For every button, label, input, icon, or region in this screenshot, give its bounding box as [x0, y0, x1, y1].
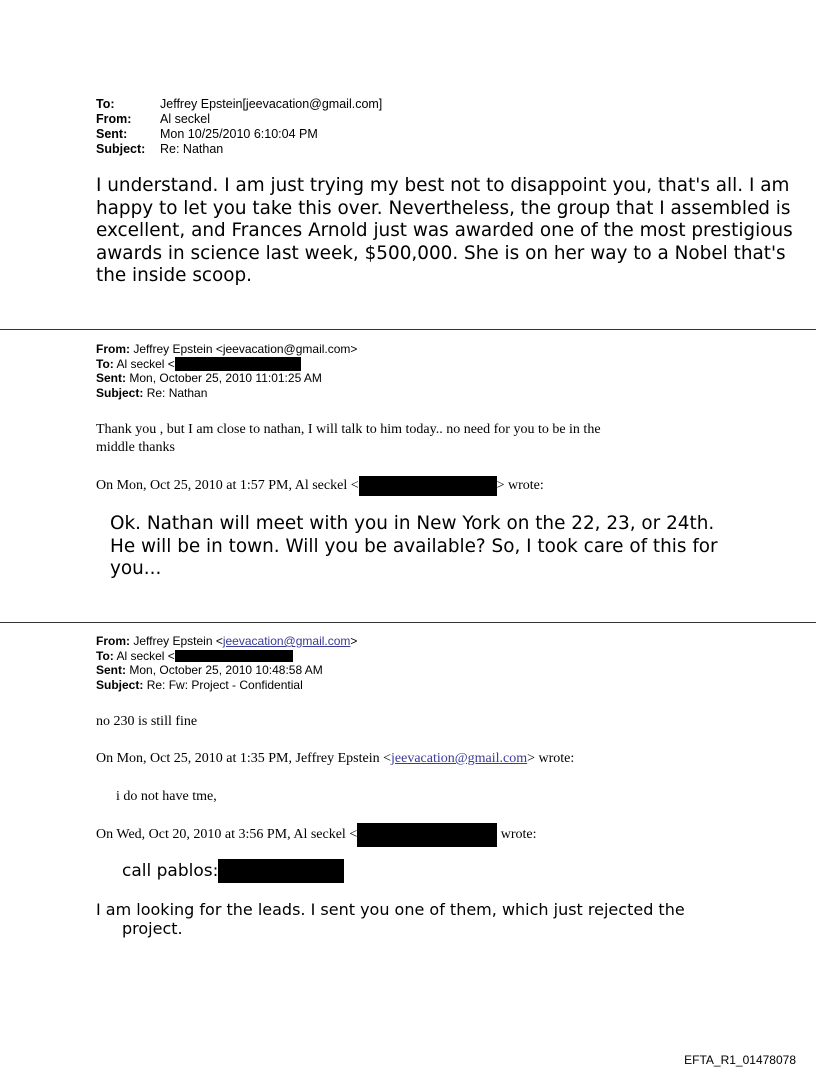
- email3-header: [96, 634, 357, 692]
- sent-value: Mon, October 25, 2010 10:48:58 AM: [129, 663, 323, 677]
- email3-quote1-intro: [96, 750, 574, 768]
- sent-value: Mon, October 25, 2010 11:01:25 AM: [129, 371, 322, 386]
- subject-value: Re: Nathan: [146, 385, 208, 400]
- email-link[interactable]: jeevacation@gmail.com: [222, 634, 351, 648]
- email1-sent-row: [96, 127, 382, 142]
- redaction-bar: [175, 357, 301, 371]
- from-label: From:: [96, 112, 132, 126]
- quote-wrote-text: > wrote:: [496, 478, 544, 494]
- quote2-suffix: wrote:: [500, 827, 537, 843]
- email2-quoted-body: Ok. Nathan will meet with you in New York on the 22, 23, or 24th. He will be in town. Will you be available? So, I took care of this for you...: [110, 513, 718, 579]
- quote2-prefix: On Wed, Oct 20, 2010 at 3:56 PM, Al seckel <: [96, 827, 358, 843]
- document-id: EFTA_R1_01478078: [684, 1053, 796, 1067]
- email2-body-line1: Thank you , but I am close to nathan, I will talk to him today.. no need for you to be in the: [96, 422, 601, 437]
- sent-value: Mon 10/25/2010 6:10:04 PM: [160, 127, 318, 141]
- separator-1: [0, 329, 816, 330]
- quote1-prefix: On Mon, Oct 25, 2010 at 1:35 PM, Jeffrey Epstein <: [96, 751, 391, 766]
- to-value: Jeffrey Epstein[jeevacation@gmail.com]: [160, 97, 383, 111]
- subject-label: Subject:: [96, 142, 146, 156]
- quote1-suffix: > wrote:: [527, 751, 575, 766]
- subject-value: Re: Fw: Project - Confidential: [146, 677, 303, 692]
- email3-quote1-body: i do not have tme,: [116, 789, 217, 804]
- redaction-bar: [218, 859, 344, 883]
- email2-quote-intro: [96, 476, 544, 496]
- subject-value: Re: Nathan: [160, 142, 224, 156]
- email3-quote2-intro: [96, 823, 536, 847]
- email3-body: no 230 is still fine: [96, 714, 198, 729]
- email3-final-line1: I am looking for the leads. I sent you one of them, which just rejected the: [96, 900, 685, 919]
- from-value: Jeffrey Epstein <jeevacation@gmail.com>: [133, 342, 358, 356]
- call-text: call pablos:: [122, 861, 219, 881]
- to-value: Al seckel <: [116, 356, 175, 371]
- sent-label: Sent:: [96, 371, 126, 386]
- email1-from-row: [96, 112, 382, 127]
- email1-subject-row: [96, 142, 382, 157]
- sent-label: Sent:: [96, 663, 126, 677]
- redaction-bar: [175, 650, 293, 662]
- email2-body-line2: middle thanks: [96, 440, 175, 455]
- subject-label: Subject:: [96, 677, 144, 692]
- separator-2: [0, 622, 816, 623]
- to-value: Al seckel <: [116, 648, 175, 663]
- from-label: From:: [96, 634, 130, 648]
- to-label: To:: [96, 97, 115, 111]
- sent-label: Sent:: [96, 127, 128, 141]
- from-suffix: >: [350, 634, 358, 648]
- from-label: From:: [96, 342, 130, 356]
- email1-header: [96, 97, 382, 157]
- email3-call-line: [122, 858, 344, 884]
- to-label: To:: [96, 356, 114, 371]
- subject-label: Subject:: [96, 385, 144, 400]
- email-link[interactable]: jeevacation@gmail.com: [391, 751, 528, 766]
- email3-final-line2: project.: [122, 919, 183, 938]
- to-label: To:: [96, 648, 114, 663]
- email1-to-row: [96, 97, 382, 112]
- redaction-bar: [357, 823, 497, 847]
- quote-intro-text: On Mon, Oct 25, 2010 at 1:57 PM, Al seckel <: [96, 478, 359, 494]
- email1-body: I understand. I am just trying my best not to disappoint you, that's all. I am happy to let you take this over. Nevertheless, the group that I assembled is excellent, and Frances Arnold just was awarded one of the most prestigious awards in science last week, $500,000. She is on her way to a Nobel that's the inside scoop.: [96, 175, 793, 286]
- from-prefix: Jeffrey Epstein <: [133, 634, 223, 648]
- redaction-bar: [359, 476, 497, 496]
- from-value: Al seckel: [160, 112, 211, 126]
- email2-header: [96, 342, 357, 400]
